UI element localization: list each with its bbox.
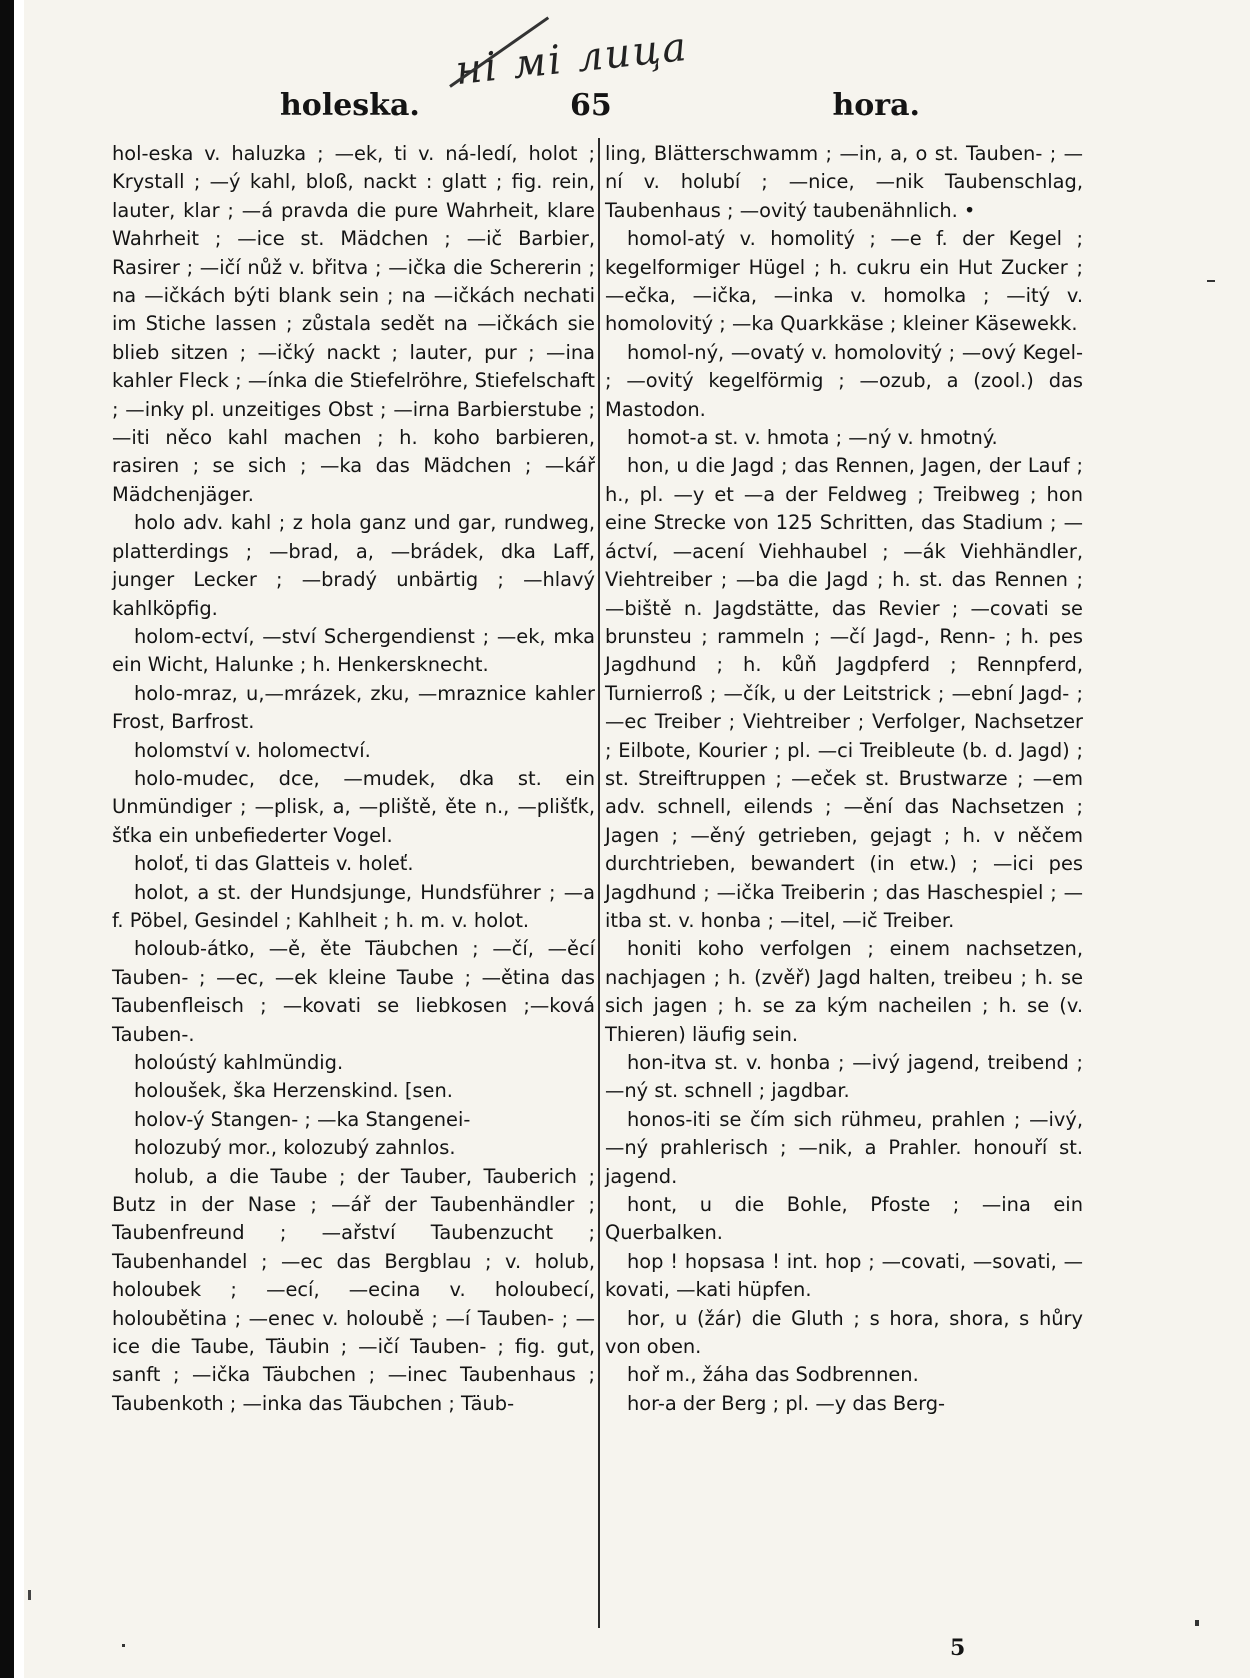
left-column [112,140,595,1418]
dictionary-entry: holo-mraz, u,—mrázek, zku, —mraznice kahler Frost, Barfrost. [112,681,595,734]
dictionary-entry: honos-iti se čím sich rühmeu, prahlen ; —ivý, —ný prahlerisch ; —nik, a Prahler. honouří st. jagend. [605,1107,1083,1188]
dictionary-entry: hont, u die Bohle, Pfoste ; —ina ein Querbalken. [605,1193,1083,1245]
header-right-guide-word: hora. [832,88,920,123]
dictionary-entry: hon-itva st. v. honba ; —ivý jagend, treibend ; —ný st. schnell ; jagdbar. [605,1051,1083,1103]
margin-mark [28,1590,31,1600]
dictionary-entry: holoť, ti das Glatteis v. holeť. [134,852,414,876]
dictionary-entry: holom-ectví, —ství Schergendienst ; —ek, mka ein Wicht, Halunke ; h. Henkersknecht. [112,624,595,677]
dictionary-entry: hop ! hopsasa ! int. hop ; —covati, —sovati, —kovati, —kati hüpfen. [605,1249,1083,1302]
signature-mark: 5 [950,1635,966,1661]
dictionary-entry: holo-mudec, dce, —mudek, dka st. ein Unmündiger ; —plisk, a, —pliště, ěte n., —plišťk, šťka ein unbefiederter Vogel. [112,766,595,847]
dictionary-entry: homot-a st. v. hmota ; —ný v. hmotný. [627,426,998,450]
dictionary-entry: hoř m., žáha das Sodbrennen. [627,1363,919,1387]
margin-mark [1195,1620,1199,1626]
dictionary-entry: hor-a der Berg ; pl. —y das Berg- [627,1391,946,1415]
page-number: 65 [570,88,612,123]
dictionary-entry: holomství v. holomectví. [134,738,371,762]
dictionary-entry: holov-ý Stangen- ; —ka Stangenei- [134,1107,471,1131]
dictionary-entry: holoušek, ška Herzenskind. [sen. [134,1079,453,1103]
dictionary-entry: hor, u (žár) die Gluth ; s hora, shora, s hůry von oben. [605,1306,1083,1359]
book-binding [0,0,14,1678]
dictionary-entry: hol-eska v. haluzka ; —ek, ti v. ná-ledí, holot ; Krystall ; —ý kahl, bloß, nackt : glatt ; fig. rein, lauter, klar ; —á pravda die pure Wahrheit, klare Wahrheit ; —ice st. Mädchen ; —ič Barbier, Rasirer ; —ičí nůž v. břitva ; —ička die Schererin ; na —ičkách býti blank sein ; na —ičkách nechati im Stiche lassen ; zůstala sedět na —ičkách sie blieb sitzen ; —ičký nackt ; lauter, pur ; —ina kahler Fleck ; —ínka die Stiefelröhre, Stiefelschaft ; —inky pl. unzeitiges Obst ; —irna Barbierstube ; —iti něco kahl machen ; h. koho barbieren, rasiren ; se sich ; —ka das Mädchen ; —kář Mädchenjäger. [112,142,595,506]
column-divider [598,138,600,1628]
dictionary-entry: homol-ný, —ovatý v. homolovitý ; —ový Kegel- ; —ovitý kegelförmig ; —ozub, a (zool.) das Mastodon. [605,340,1083,421]
page-header [280,88,920,138]
dictionary-entry: hon, u die Jagd ; das Rennen, Jagen, der Lauf ; h., pl. —y et —a der Feldweg ; Treibweg ; hon eine Strecke von 125 Schritten, das Stadium ; —áctví, —acení Viehhaubel ; —ák Viehhändler, Viehtreiber ; —ba die Jagd ; h. st. das Rennen ; —biště n. Jagdstätte, das Revier ; —covati se brunsteu ; rammeln ; —čí Jagd-, Renn- ; h. pes Jagdhund ; h. kůň Jagdpferd ; Rennpferd, Turnierroß ; —čík, u der Leitstrick ; —ební Jagd- ; —ec Treiber ; Viehtreiber ; Verfolger, Nachsetzer ; Eilbote, Kourier ; pl. —ci Treibleute (b. d. Jagd) ; st. Streiftruppen ; —eček st. Brustwarze ; —em adv. schnell, eilends ; —ění das Nachsetzen ; Jagen ; —ěný getrieben, gejagt ; h. v něčem durchtrieben, bewandert (in etw.) ; —ici pes Jagdhund ; —ička Treiberin ; das Haschespiel ; —itba st. v. honba ; —itel, —ič Treiber. [605,454,1083,932]
dictionary-entry: holub, a die Taube ; der Tauber, Tauberich ; Butz in der Nase ; —ář der Taubenhändler ; Taubenfreund ; —ařství Taubenzucht ; Taubenhandel ; —ec das Bergblau ; v. holub, holoubek ; —ecí, —ecina v. holoubecí, holoubětina ; —enec v. holoubě ; —í Tauben- ; —ice die Taube, Täubin ; —ičí Tauben- ; fig. gut, sanft ; —ička Täubchen ; —inec Taubenhaus ; Taubenkoth ; —inka das Täubchen ; Täub- [112,1164,595,1415]
right-column [605,140,1083,1418]
dictionary-entry: holoub-átko, —ě, ěte Täubchen ; —čí, —ěcí Tauben- ; —ec, —ek kleine Taube ; —ětina das Taubenfleisch ; —kovati se liebkosen ;—ková Tauben-. [112,937,595,1046]
dictionary-entry: holozubý mor., kolozubý zahnlos. [134,1136,456,1160]
dictionary-entry: holot, a st. der Hundsjunge, Hundsführer ; —a f. Pöbel, Gesindel ; Kahlheit ; h. m. v. holot. [112,880,595,932]
dictionary-entry: honiti koho verfolgen ; einem nachsetzen, nachjagen ; h. (zvěř) Jagd halten, treibeu ; h. se sich jagen ; h. se za kým nacheilen ; h. se (v. Thieren) läufig sein. [605,937,1083,1046]
margin-mark [122,1644,125,1647]
dictionary-entry: homol-atý v. homolitý ; —e f. der Kegel ; kegelformiger Hügel ; h. cukru ein Hut Zucker ; —ečka, —ička, —inka v. homolka ; —itý v. homolovitý ; —ka Quarkkäse ; kleiner Käsewekk. [605,227,1083,336]
dictionary-entry: ling, Blätterschwamm ; —in, a, o st. Tauben- ; —ní v. holubí ; —nice, —nik Taubenschlag, Taubenhaus ; —ovitý taubenähnlich. • [605,142,1083,222]
dictionary-entry: holo adv. kahl ; z hola ganz und gar, rundweg, platterdings ; —brad, a, —brádek, dka Laff, junger Lecker ; —bradý unbärtig ; —hlavý kahlköpfig. [112,511,595,620]
dictionary-entry: holoústý kahlmündig. [134,1051,344,1074]
handwritten-annotation: ні мі лица [453,23,691,95]
margin-mark [1207,280,1215,282]
header-left-guide-word: holeska. [280,88,420,123]
